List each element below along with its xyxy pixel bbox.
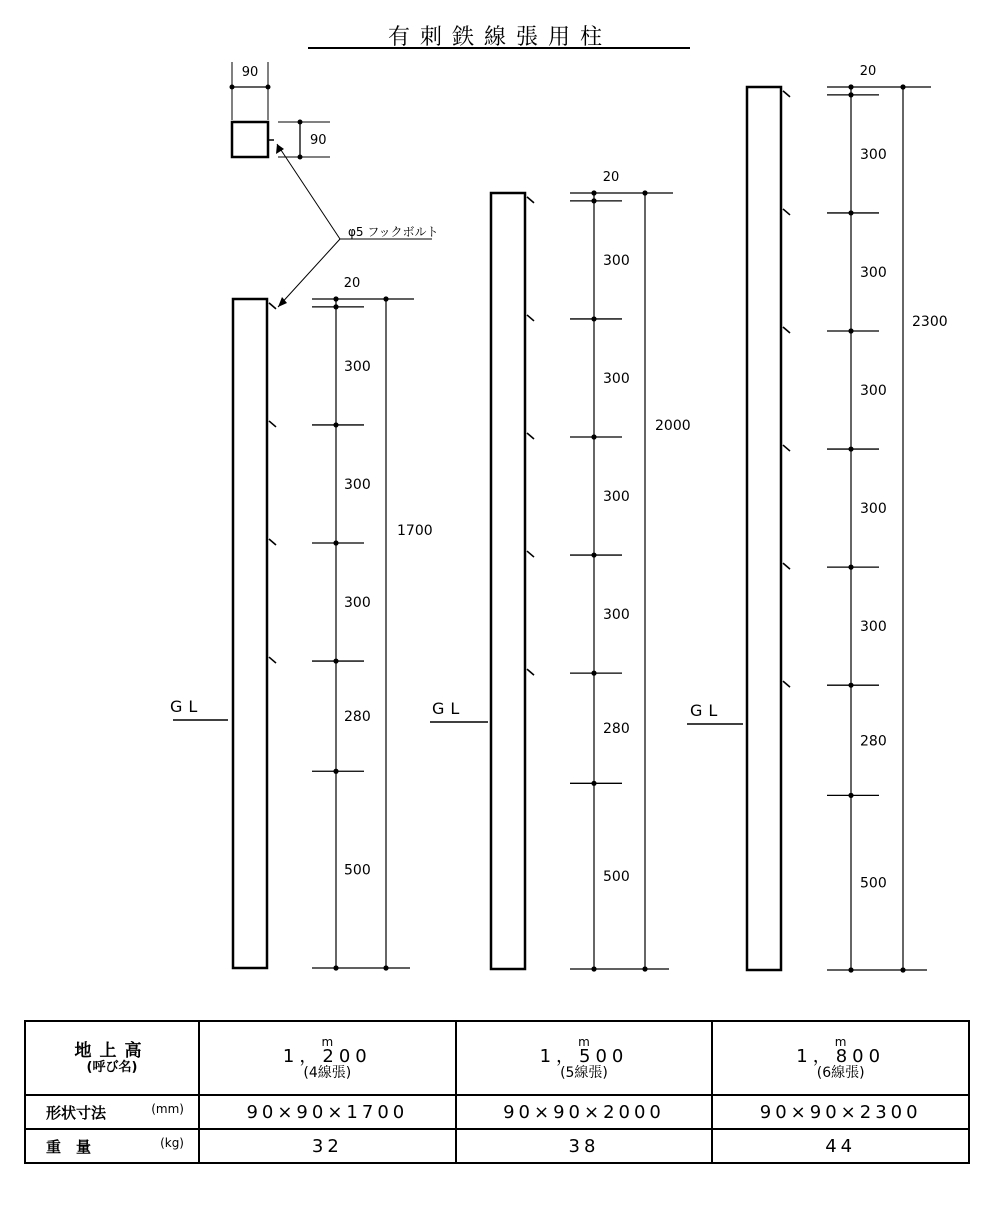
weight-label-cell — [25, 1129, 199, 1163]
wire-count: (4線張) — [303, 1064, 352, 1081]
dim-node — [333, 422, 338, 427]
dimensions-cell-2: 90×90×2000 — [456, 1095, 713, 1129]
segment-label: 300 — [860, 146, 887, 163]
dim-node — [848, 683, 853, 688]
dim-node — [642, 190, 647, 195]
hook-bolt-mark — [269, 421, 276, 427]
gl-label: GL — [170, 697, 204, 716]
total-height-label: 2000 — [655, 418, 691, 434]
hook-bolt-mark — [269, 303, 276, 309]
hook-bolt-mark — [783, 327, 790, 333]
gl-label: GL — [432, 699, 466, 718]
segment-label: 300 — [860, 264, 887, 281]
segment-label: 500 — [603, 869, 630, 886]
hook-bolt-mark — [527, 197, 534, 203]
table-row-height — [25, 1021, 969, 1095]
dim-node — [383, 296, 388, 301]
dim-node — [848, 565, 853, 570]
dim-node — [333, 965, 338, 970]
post-3 — [747, 87, 781, 970]
dim-node — [591, 671, 596, 676]
dim-node — [848, 793, 853, 798]
dim-node — [591, 190, 596, 195]
dim-node — [591, 198, 596, 203]
hook-bolt-mark — [527, 315, 534, 321]
height-value: 1，200 — [282, 1045, 372, 1067]
table-row-dimensions — [25, 1095, 969, 1129]
post-section-square — [232, 122, 268, 157]
height-sublabel: (呼び名) — [86, 1059, 138, 1075]
weight-unit: (kg) — [160, 1135, 184, 1150]
post-1 — [233, 299, 267, 968]
spec-table — [24, 1020, 970, 1164]
dim-node — [848, 328, 853, 333]
height-value: 1，800 — [796, 1045, 886, 1067]
dim-node — [333, 769, 338, 774]
gl-label: GL — [690, 701, 724, 720]
dim-node — [900, 967, 905, 972]
dim-node — [591, 316, 596, 321]
segment-label: 500 — [344, 862, 371, 879]
weight-cell-3: 44 — [712, 1129, 969, 1163]
segment-label: 300 — [344, 476, 371, 493]
dim-node — [848, 92, 853, 97]
dim-node — [900, 84, 905, 89]
hook-bolt-mark — [269, 539, 276, 545]
dimensions-unit: (mm) — [151, 1101, 184, 1116]
wire-count: (5線張) — [560, 1064, 608, 1081]
hook-bolt-mark — [527, 669, 534, 675]
drawing-title: 有刺鉄線張用柱 — [387, 25, 613, 50]
hook-bolt-mark — [783, 681, 790, 687]
height-cell-3: m 1，800 (6線張) — [712, 1021, 969, 1095]
segment-label: 500 — [860, 875, 887, 892]
top-offset-label: 20 — [859, 64, 877, 79]
segment-label: 300 — [860, 501, 887, 518]
weight-cell-2: 38 — [456, 1129, 713, 1163]
hook-bolt-mark — [783, 209, 790, 215]
dim-node — [642, 966, 647, 971]
dimensions-label: 形状寸法 — [46, 1103, 107, 1122]
segment-label: 280 — [860, 733, 887, 750]
weight-cell-1: 32 — [199, 1129, 456, 1163]
section-depth-label: 90 — [310, 133, 327, 148]
total-height-label: 2300 — [912, 314, 948, 330]
segment-label: 300 — [344, 595, 371, 612]
section-width-label: 90 — [241, 65, 259, 80]
dim-node — [848, 210, 853, 215]
dim-node — [333, 304, 338, 309]
height-label-cell — [25, 1021, 199, 1095]
weight-label: 重 量 — [46, 1137, 92, 1156]
dim-node — [333, 296, 338, 301]
segment-label: 300 — [603, 370, 630, 387]
hook-bolt-mark — [527, 433, 534, 439]
dim-node — [848, 84, 853, 89]
hook-bolt-mark — [269, 657, 276, 663]
segment-label: 300 — [603, 252, 630, 269]
top-offset-label: 20 — [343, 276, 361, 291]
segment-label: 300 — [603, 607, 630, 624]
height-label: 地上高 — [74, 1040, 150, 1061]
segment-label: 300 — [344, 358, 371, 375]
segment-label: 300 — [860, 619, 887, 636]
total-height-label: 1700 — [397, 523, 433, 539]
post-2 — [491, 193, 525, 969]
hook-bolt-mark — [527, 551, 534, 557]
dim-node — [591, 434, 596, 439]
table-row-weight — [25, 1129, 969, 1163]
dim-node — [848, 967, 853, 972]
dimensions-label-cell — [25, 1095, 199, 1129]
dim-node — [383, 965, 388, 970]
dim-node — [591, 552, 596, 557]
dimensions-cell-3: 90×90×2300 — [712, 1095, 969, 1129]
dim-node — [333, 540, 338, 545]
dim-node — [591, 781, 596, 786]
section-detail — [230, 62, 331, 160]
height-cell-1: m 1，200 (4線張) — [199, 1021, 456, 1095]
height-cell-2: m 1，500 (5線張) — [456, 1021, 713, 1095]
dim-node — [333, 658, 338, 663]
segment-label: 300 — [860, 383, 887, 400]
dim-node — [591, 966, 596, 971]
posts-layer — [170, 64, 948, 973]
wire-count: (6線張) — [816, 1064, 865, 1081]
hook-bolt-label: φ5 フックボルト — [348, 225, 439, 239]
segment-label: 300 — [603, 489, 630, 506]
hook-bolt-mark — [783, 563, 790, 569]
height-value: 1，500 — [539, 1045, 629, 1067]
hook-bolt-mark — [783, 445, 790, 451]
hook-bolt-mark — [783, 91, 790, 97]
segment-label: 280 — [344, 709, 371, 726]
top-offset-label: 20 — [602, 170, 620, 185]
dim-node — [848, 446, 853, 451]
dimensions-cell-1: 90×90×1700 — [199, 1095, 456, 1129]
segment-label: 280 — [603, 721, 630, 738]
